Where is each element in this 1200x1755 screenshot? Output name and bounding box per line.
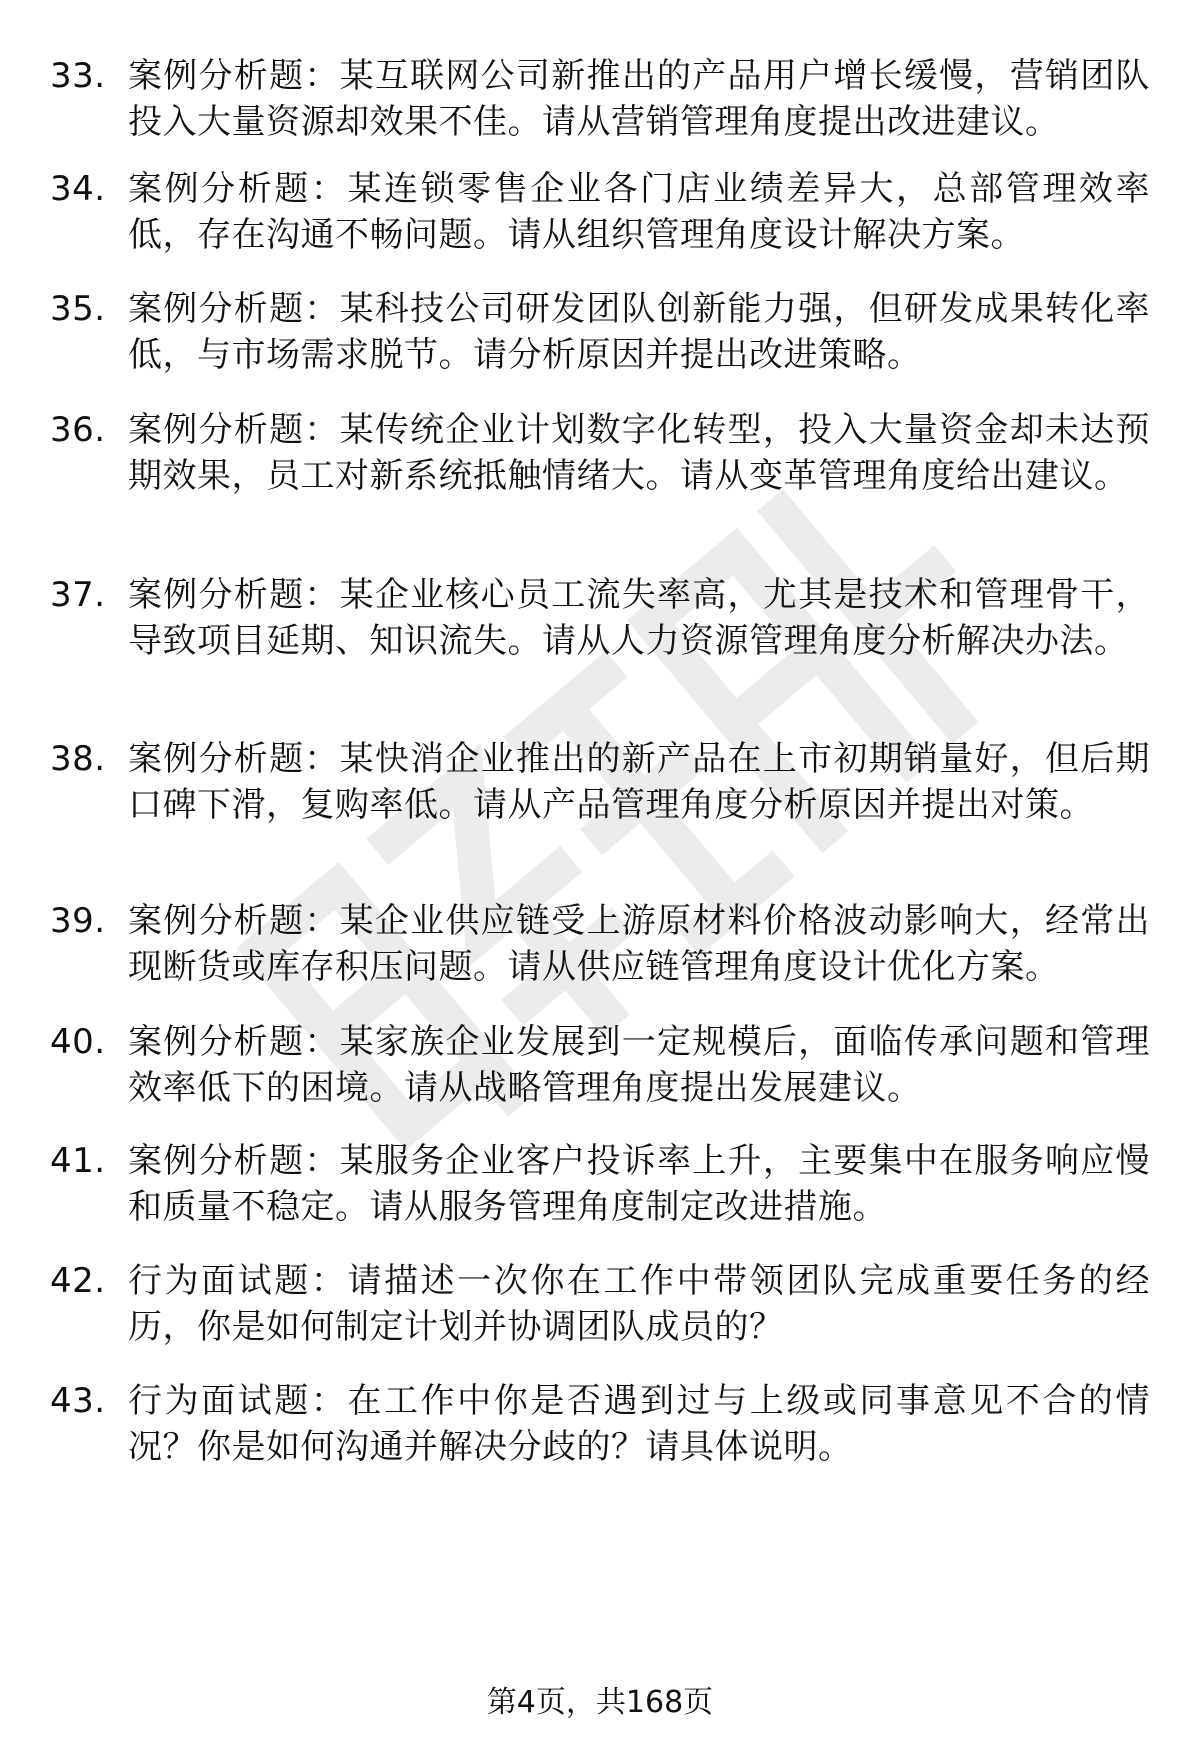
question-text: 案例分析题：某连锁零售企业各门店业绩差异大，总部管理效率低，存在沟通不畅问题。请从组织管理角度设计解决方案。 <box>128 169 1150 255</box>
question-text: 行为面试题：在工作中你是否遇到过与上级或同事意见不合的情况？你是如何沟通并解决分歧的？请具体说明。 <box>128 1381 1150 1467</box>
question-item <box>50 1138 1150 1230</box>
question-number: 43. <box>50 1381 106 1421</box>
question-number: 42. <box>50 1261 106 1301</box>
question-item <box>50 407 1150 499</box>
page-footer: 第4页，共168页 <box>486 1685 714 1720</box>
question-text: 案例分析题：某科技公司研发团队创新能力强，但研发成果转化率低，与市场需求脱节。请分析原因并提出改进策略。 <box>128 289 1150 375</box>
question-item <box>50 166 1150 258</box>
question-item <box>50 1019 1150 1111</box>
question-item <box>50 572 1150 664</box>
question-text: 案例分析题：某企业核心员工流失率高，尤其是技术和管理骨干，导致项目延期、知识流失。请从人力资源管理角度分析解决办法。 <box>128 575 1150 661</box>
question-number: 34. <box>50 169 106 209</box>
question-number: 36. <box>50 410 106 450</box>
question-item <box>50 53 1150 145</box>
question-number: 38. <box>50 739 106 779</box>
question-item <box>50 1258 1150 1350</box>
question-text: 行为面试题：请描述一次你在工作中带领团队完成重要任务的经历，你是如何制定计划并协调团队成员的？ <box>128 1261 1150 1347</box>
question-text: 案例分析题：某互联网公司新推出的产品用户增长缓慢，营销团队投入大量资源却效果不佳。请从营销管理角度提出改进建议。 <box>128 56 1150 142</box>
question-item <box>50 1378 1150 1470</box>
question-number: 40. <box>50 1022 106 1062</box>
question-number: 39. <box>50 901 106 941</box>
question-number: 41. <box>50 1141 106 1181</box>
question-number: 35. <box>50 289 106 329</box>
question-number: 33. <box>50 56 106 96</box>
question-item <box>50 898 1150 990</box>
question-item <box>50 736 1150 828</box>
question-text: 案例分析题：某服务企业客户投诉率上升，主要集中在服务响应慢和质量不稳定。请从服务管理角度制定改进措施。 <box>128 1141 1150 1227</box>
question-text: 案例分析题：某家族企业发展到一定规模后，面临传承问题和管理效率低下的困境。请从战略管理角度提出发展建议。 <box>128 1022 1150 1108</box>
question-text: 案例分析题：某传统企业计划数字化转型，投入大量资金却未达预期效果，员工对新系统抵触情绪大。请从变革管理角度给出建议。 <box>128 410 1150 496</box>
question-item <box>50 286 1150 378</box>
question-text: 案例分析题：某快消企业推出的新产品在上市初期销量好，但后期口碑下滑，复购率低。请从产品管理角度分析原因并提出对策。 <box>128 739 1150 825</box>
question-number: 37. <box>50 575 106 615</box>
question-text: 案例分析题：某企业供应链受上游原材料价格波动影响大，经常出现断货或库存积压问题。请从供应链管理角度设计优化方案。 <box>128 901 1150 987</box>
